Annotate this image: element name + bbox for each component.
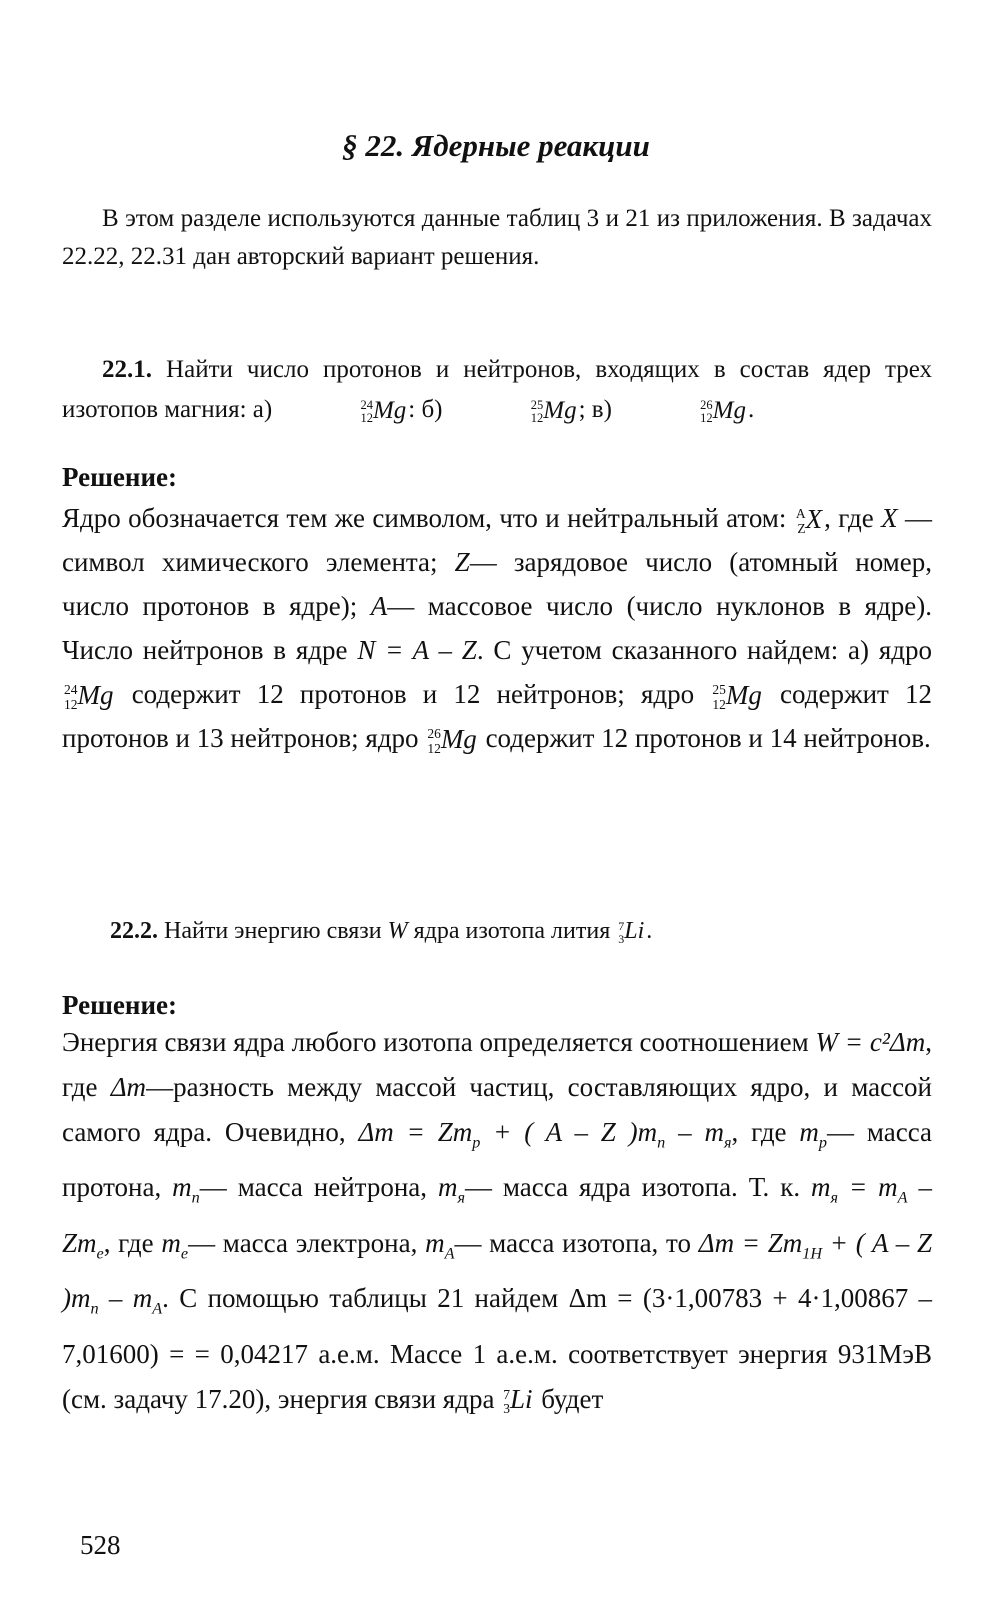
subscript: я bbox=[457, 1188, 465, 1207]
text-fragment: Ядро обозначается тем же символом, что и нейтральный атом: bbox=[62, 503, 787, 533]
problem-text: Найти число протонов и нейтронов, входящих в состав ядер трех изотопов магния: а) bbox=[62, 356, 933, 423]
text-fragment: Mg bbox=[77, 679, 114, 710]
nuclide-mg26 bbox=[620, 398, 746, 425]
text-fragment: содержит 12 протонов и 13 нейтронов; ядро bbox=[62, 679, 933, 753]
page-number: 528 bbox=[80, 1530, 121, 1560]
problem-22-2 bbox=[110, 918, 930, 946]
text-fragment: — масса нейтрона, bbox=[199, 1172, 427, 1203]
text-fragment: , где bbox=[62, 1027, 932, 1102]
text-fragment: 12 bbox=[700, 410, 713, 425]
solution-22-2 bbox=[62, 1020, 932, 1422]
text-fragment: 3 bbox=[503, 1401, 510, 1417]
text-fragment: Z bbox=[454, 547, 470, 577]
text-fragment: Найти энергию связи bbox=[164, 918, 382, 944]
nuclide-mg25 bbox=[451, 398, 577, 425]
text-fragment: = m bbox=[838, 1172, 898, 1203]
text-fragment: Массе 1 а.е.м. соответствует энергия 931МэВ (см. задачу 17.20), энергия связи ядра bbox=[62, 1338, 932, 1414]
text-fragment bbox=[491, 399, 544, 425]
text-fragment bbox=[503, 1388, 510, 1416]
text-fragment: 12 bbox=[712, 696, 726, 712]
text-fragment: m bbox=[161, 1227, 181, 1258]
text-fragment: будет bbox=[541, 1383, 604, 1414]
text-fragment: 12 bbox=[427, 740, 441, 756]
nuclide-li7 bbox=[618, 919, 644, 945]
problem-text: . bbox=[748, 396, 755, 423]
formula: W = c²Δm bbox=[815, 1027, 926, 1057]
text-fragment: N = A – Z bbox=[357, 635, 477, 665]
nuclide-generic bbox=[795, 503, 823, 536]
text-fragment: , где bbox=[731, 1117, 787, 1147]
text-fragment bbox=[427, 727, 441, 755]
text-fragment: 7 bbox=[618, 919, 625, 934]
problem-number: 22.2. bbox=[110, 918, 158, 944]
text-fragment: A bbox=[370, 591, 388, 621]
subscript: я bbox=[830, 1188, 839, 1207]
text-fragment: 3 bbox=[618, 931, 625, 946]
text-fragment: – m bbox=[98, 1283, 153, 1314]
formula: Δm = (3·1,00783 + 4·1,00867 – 7,01600) = bbox=[62, 1283, 933, 1369]
solution-heading: Решение: bbox=[62, 462, 177, 492]
text-fragment bbox=[161, 1227, 189, 1263]
text-fragment: — зарядовое число (атомный номер, число протонов в ядре); bbox=[62, 547, 933, 621]
problem-number: 22.1. bbox=[102, 356, 152, 383]
text-fragment bbox=[425, 1227, 455, 1263]
text-fragment: Энергия связи ядра любого изотопа определяется соотношением bbox=[62, 1027, 809, 1057]
text-fragment: – m bbox=[665, 1117, 724, 1147]
text-fragment: — масса изотопа, то bbox=[454, 1227, 691, 1258]
text-fragment: – Zm bbox=[62, 1172, 932, 1258]
text-fragment: Δm = Zm bbox=[358, 1117, 473, 1147]
subscript: e bbox=[180, 1244, 189, 1263]
subscript: A bbox=[444, 1244, 455, 1263]
subscript: n bbox=[90, 1299, 99, 1318]
formula bbox=[358, 1117, 732, 1152]
section-title: § 22. Ядерные реакции bbox=[342, 128, 650, 163]
text-fragment: Mg bbox=[440, 723, 477, 754]
text-fragment: 12 bbox=[64, 696, 78, 712]
subscript: A bbox=[152, 1299, 163, 1318]
subscript: A bbox=[897, 1188, 908, 1207]
text-fragment: m bbox=[799, 1117, 819, 1147]
text-fragment bbox=[799, 1117, 827, 1152]
text-fragment bbox=[437, 1172, 465, 1207]
text-fragment: — масса ядра изотопа. Т. к. bbox=[464, 1172, 801, 1203]
text-fragment bbox=[172, 1172, 200, 1207]
text-fragment: Li bbox=[509, 1384, 533, 1415]
subscript: n bbox=[657, 1133, 666, 1152]
text-fragment: Mg bbox=[543, 396, 577, 424]
text-fragment: Δm = Zm bbox=[698, 1227, 803, 1258]
text-fragment: содержит 12 протонов и 14 нейтронов. bbox=[485, 723, 931, 753]
text-fragment: 26 bbox=[700, 397, 713, 412]
text-fragment: Δm bbox=[110, 1072, 147, 1102]
text-fragment: 7 bbox=[503, 1387, 510, 1402]
text-fragment: X bbox=[805, 503, 823, 534]
text-fragment bbox=[320, 399, 373, 425]
text-fragment: Li bbox=[624, 918, 645, 945]
text-fragment: 25 bbox=[712, 682, 726, 698]
text-fragment: m bbox=[811, 1172, 831, 1203]
solution-22-1 bbox=[62, 496, 932, 760]
text-fragment: — масса электрона, bbox=[188, 1227, 418, 1258]
solution-heading: Решение: bbox=[62, 990, 177, 1020]
text-fragment: 12 bbox=[530, 410, 544, 425]
subscript: e bbox=[96, 1244, 104, 1263]
text-fragment: . bbox=[646, 918, 653, 944]
formula: = 0,04217 а.е.м. bbox=[194, 1338, 380, 1369]
text-fragment: Z bbox=[797, 520, 806, 536]
text-fragment: — массовое число (число нуклонов в ядре). Число нейтронов в ядре bbox=[62, 591, 933, 665]
nuclide-mg24 bbox=[64, 679, 114, 712]
text-fragment: 12 bbox=[360, 410, 373, 425]
text-fragment: + ( A – Z )m bbox=[480, 1117, 658, 1147]
text-fragment: , где bbox=[103, 1227, 154, 1258]
text-fragment: — символ химического элемента; bbox=[62, 503, 933, 577]
text-fragment: 24 bbox=[64, 682, 78, 698]
problem-text: : б) bbox=[408, 396, 443, 423]
text-fragment: m bbox=[172, 1172, 192, 1203]
text-fragment: m bbox=[425, 1227, 445, 1258]
text-fragment: 26 bbox=[427, 726, 441, 742]
problem-text: ; в) bbox=[578, 396, 612, 423]
text-fragment bbox=[64, 683, 78, 711]
subscript: p bbox=[472, 1133, 481, 1152]
text-fragment: X bbox=[881, 503, 898, 533]
text-fragment: W bbox=[387, 918, 408, 944]
problem-22-1 bbox=[62, 350, 932, 430]
subscript: я bbox=[723, 1133, 732, 1152]
nuclide-li7 bbox=[503, 1386, 532, 1416]
text-fragment bbox=[796, 507, 806, 535]
text-fragment: Mg bbox=[725, 679, 762, 710]
text-fragment: 24 bbox=[360, 397, 373, 412]
subscript: p bbox=[818, 1133, 827, 1152]
text-fragment: содержит 12 протонов и 12 нейтронов; ядро bbox=[131, 679, 695, 709]
nuclide-mg24 bbox=[280, 398, 406, 425]
subscript: n bbox=[191, 1188, 200, 1207]
text-fragment: —разность между массой частиц, составляющих ядро, и массой самого ядра. Очевидно, bbox=[62, 1072, 933, 1147]
nuclide-mg25 bbox=[712, 679, 762, 712]
text-fragment bbox=[660, 399, 713, 425]
text-fragment: ядра изотопа лития bbox=[413, 918, 611, 944]
subscript: 1H bbox=[802, 1244, 823, 1263]
text-fragment: A bbox=[795, 506, 806, 522]
text-fragment: . С помощью таблицы 21 найдем bbox=[162, 1283, 559, 1314]
text-fragment: + ( A – Z )m bbox=[62, 1227, 932, 1314]
text-fragment: m bbox=[437, 1172, 458, 1203]
text-fragment: Mg bbox=[372, 396, 407, 424]
nuclide-mg26 bbox=[427, 723, 477, 756]
text-fragment: , где bbox=[824, 503, 874, 533]
text-fragment: — масса протона, bbox=[62, 1117, 933, 1203]
text-fragment bbox=[712, 683, 726, 711]
text-fragment: 25 bbox=[530, 397, 544, 412]
intro-paragraph: В этом разделе используются данные таблиц 3 и 21 из приложения. В задачах 22.22, 22.31 дан авторский вариант решения. bbox=[62, 205, 932, 270]
text-fragment: . С учетом сказанного найдем: а) ядро bbox=[476, 635, 932, 665]
text-fragment: Mg bbox=[712, 396, 746, 424]
